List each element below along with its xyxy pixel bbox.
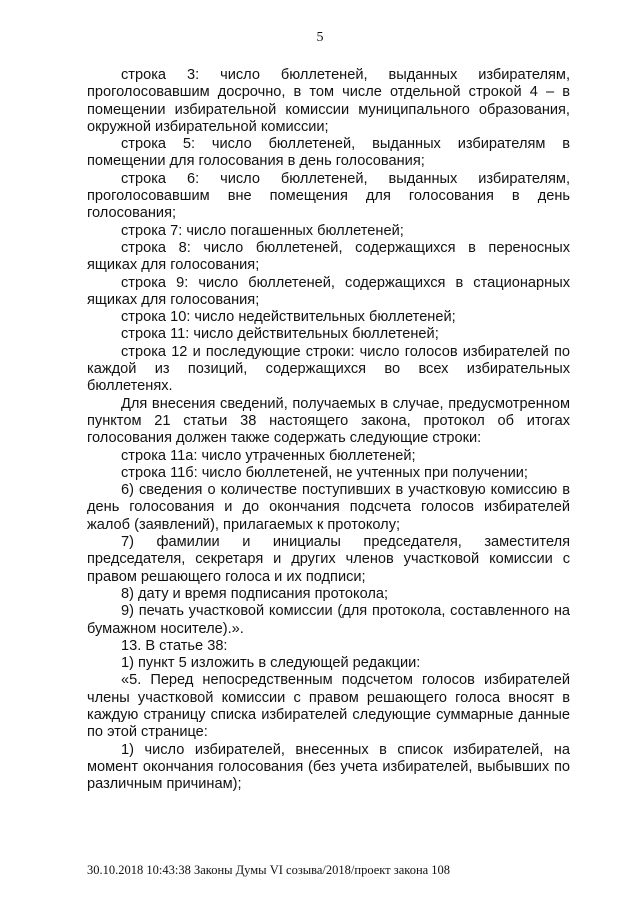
- paragraph-subitem-1: 1) число избирателей, внесенных в список избирателей, на момент окончания голосования (без учета избирателей, выбывших по различным причинам);: [87, 741, 570, 793]
- paragraph-line-10: строка 10: число недействительных бюллетеней;: [121, 309, 456, 326]
- paragraph-point-5-edit: 1) пункт 5 изложить в следующей редакции:: [121, 655, 421, 672]
- paragraph-line-9: строка 9: число бюллетеней, содержащихся в стационарных ящиках для голосования;: [87, 274, 570, 308]
- paragraph-line-11: строка 11: число действительных бюллетеней;: [121, 326, 439, 343]
- paragraph-point-5-text: «5. Перед непосредственным подсчетом голосов избирателей члены участковой комиссии с правом решающего голоса вносят в каждую страницу списка избирателей следующие суммарные данные по этой странице:: [87, 672, 570, 741]
- paragraph-line-12: строка 12 и последующие строки: число голосов избирателей по каждой из позиций, содержащихся во всех избирательных бюллетенях.: [87, 343, 570, 395]
- paragraph-line-11b: строка 11б: число бюллетеней, не учтенных при получении;: [121, 464, 528, 481]
- paragraph-line-7: строка 7: число погашенных бюллетеней;: [121, 222, 404, 239]
- paragraph-line-6: строка 6: число бюллетеней, выданных избирателям, проголосовавшим вне помещения для голосования в день голосования;: [87, 170, 570, 222]
- page-number: 5: [316, 30, 324, 45]
- document-footer: 30.10.2018 10:43:38 Законы Думы VI созыва/2018/проект закона 108: [87, 863, 451, 877]
- document-body: [87, 67, 570, 793]
- paragraph-additional-lines: Для внесения сведений, получаемых в случае, предусмотренном пунктом 21 статьи 38 настоящего закона, протокол об итогах голосования должен также содержать следующие строки:: [87, 395, 570, 447]
- paragraph-line-11a: строка 11а: число утраченных бюллетеней;: [121, 447, 416, 464]
- paragraph-item-6: 6) сведения о количестве поступивших в участковую комиссию в день голосования и до окончания подсчета голосов избирателей жалоб (заявлений), прилагаемых к протоколу;: [87, 482, 570, 533]
- paragraph-line-8: строка 8: число бюллетеней, содержащихся в переносных ящиках для голосования;: [87, 239, 570, 274]
- paragraph-item-9: 9) печать участковой комиссии (для протокола, составленного на бумажном носителе).».: [87, 603, 570, 637]
- paragraph-line-5: строка 5: число бюллетеней, выданных избирателям в помещении для голосования в день голосования;: [87, 136, 570, 170]
- paragraph-article-38: 13. В статье 38:: [121, 637, 228, 654]
- paragraph-line-3: строка 3: число бюллетеней, выданных избирателям, проголосовавшим досрочно, в том числе отдельной строкой 4 – в помещении избирательной комиссии муниципального образования, окружной избирательной комиссии;: [87, 67, 570, 135]
- paragraph-item-8: 8) дату и время подписания протокола;: [121, 585, 389, 602]
- paragraph-item-7: 7) фамилии и инициалы председателя, заместителя председателя, секретаря и других членов участковой комиссии с правом решающего голоса и их подписи;: [87, 534, 570, 585]
